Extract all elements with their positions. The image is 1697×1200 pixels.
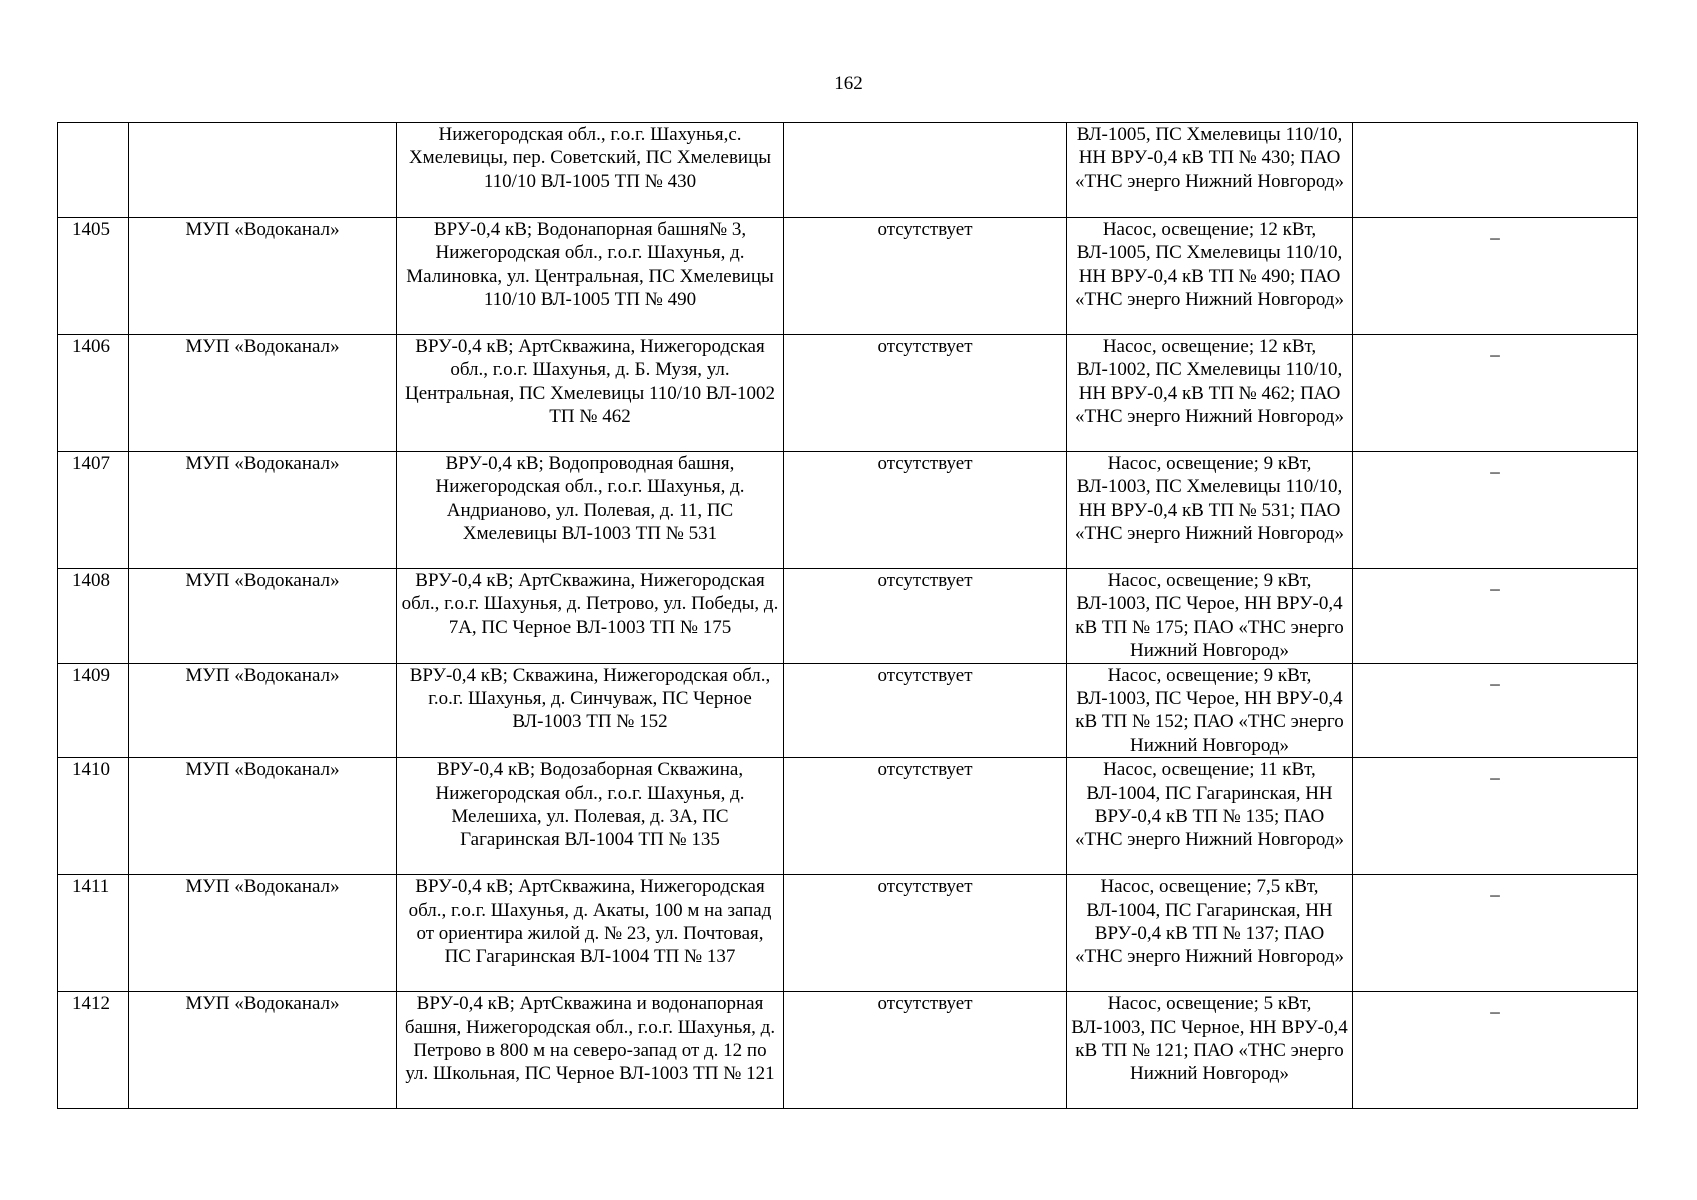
status-cell xyxy=(784,123,1067,218)
status-cell: отсутствует xyxy=(784,569,1067,664)
load-cell: Насос, освещение; 11 кВт, ВЛ-1004, ПС Гагаринская, НН ВРУ-0,4 кВ ТП № 135; ПАО «ТНС энерго Нижний Новгород» xyxy=(1067,758,1353,875)
dash-mark: _ xyxy=(1490,572,1500,593)
row-number-cell: 1406 xyxy=(58,335,129,452)
table-row xyxy=(58,663,1638,758)
table-row xyxy=(58,992,1638,1109)
address-cell: ВРУ-0,4 кВ; АртСкважина, Нижегородская обл., г.о.г. Шахунья, д. Б. Музя, ул. Центральная, ПС Хмелевицы 110/10 ВЛ-1002 ТП № 462 xyxy=(397,335,784,452)
organization-cell: МУП «Водоканал» xyxy=(129,335,397,452)
organization-cell: МУП «Водоканал» xyxy=(129,452,397,569)
load-cell: Насос, освещение; 9 кВт, ВЛ-1003, ПС Хмелевицы 110/10, НН ВРУ-0,4 кВ ТП № 531; ПАО «ТНС энерго Нижний Новгород» xyxy=(1067,452,1353,569)
status-cell: отсутствует xyxy=(784,992,1067,1109)
row-number-cell: 1412 xyxy=(58,992,129,1109)
note-cell xyxy=(1353,875,1638,992)
address-cell: ВРУ-0,4 кВ; АртСкважина и водонапорная башня, Нижегородская обл., г.о.г. Шахунья, д. Петрово в 800 м на северо-запад от д. 12 по ул. Школьная, ПС Черное ВЛ-1003 ТП № 121 xyxy=(397,992,784,1109)
address-cell: ВРУ-0,4 кВ; АртСкважина, Нижегородская обл., г.о.г. Шахунья, д. Петрово, ул. Победы, д. 7А, ПС Черное ВЛ-1003 ТП № 175 xyxy=(397,569,784,664)
dash-mark: _ xyxy=(1490,338,1500,359)
table-row xyxy=(58,452,1638,569)
organization-cell: МУП «Водоканал» xyxy=(129,758,397,875)
status-cell: отсутствует xyxy=(784,663,1067,758)
dash-mark: _ xyxy=(1490,455,1500,476)
organization-cell: МУП «Водоканал» xyxy=(129,992,397,1109)
load-cell: Насос, освещение; 12 кВт, ВЛ-1005, ПС Хмелевицы 110/10, НН ВРУ-0,4 кВ ТП № 490; ПАО «ТНС энерго Нижний Новгород» xyxy=(1067,218,1353,335)
note-cell xyxy=(1353,569,1638,664)
row-number-cell: 1409 xyxy=(58,663,129,758)
row-number-cell: 1411 xyxy=(58,875,129,992)
note-cell xyxy=(1353,758,1638,875)
organization-cell: МУП «Водоканал» xyxy=(129,875,397,992)
note-cell xyxy=(1353,335,1638,452)
table-row xyxy=(58,335,1638,452)
dash-mark: _ xyxy=(1490,761,1500,783)
note-cell xyxy=(1353,992,1638,1109)
row-number-cell xyxy=(58,123,129,218)
row-number-cell: 1408 xyxy=(58,569,129,664)
note-cell xyxy=(1353,218,1638,335)
status-cell: отсутствует xyxy=(784,452,1067,569)
organization-cell xyxy=(129,123,397,218)
organization-cell: МУП «Водоканал» xyxy=(129,218,397,335)
status-cell: отсутствует xyxy=(784,758,1067,875)
note-cell xyxy=(1353,452,1638,569)
dash-mark: _ xyxy=(1490,995,1500,1017)
organization-cell: МУП «Водоканал» xyxy=(129,569,397,664)
row-number-cell: 1410 xyxy=(58,758,129,875)
load-cell: Насос, освещение; 9 кВт, ВЛ-1003, ПС Черое, НН ВРУ-0,4 кВ ТП № 175; ПАО «ТНС энерго Нижний Новгород» xyxy=(1067,569,1353,664)
dash-mark: _ xyxy=(1490,878,1500,900)
address-cell: ВРУ-0,4 кВ; Водопроводная башня, Нижегородская обл., г.о.г. Шахунья, д. Андрианово, ул. Полевая, д. 11, ПС Хмелевицы ВЛ-1003 ТП № 531 xyxy=(397,452,784,569)
load-cell: Насос, освещение; 7,5 кВт, ВЛ-1004, ПС Гагаринская, НН ВРУ-0,4 кВ ТП № 137; ПАО «ТНС энерго Нижний Новгород» xyxy=(1067,875,1353,992)
status-cell: отсутствует xyxy=(784,335,1067,452)
load-cell: ВЛ-1005, ПС Хмелевицы 110/10, НН ВРУ-0,4 кВ ТП № 430; ПАО «ТНС энерго Нижний Новгород» xyxy=(1067,123,1353,218)
status-cell: отсутствует xyxy=(784,218,1067,335)
address-cell: ВРУ-0,4 кВ; Водозаборная Скважина, Нижегородская обл., г.о.г. Шахунья, д. Мелешиха, ул. Полевая, д. 3А, ПС Гагаринская ВЛ-1004 ТП № 135 xyxy=(397,758,784,875)
table-row xyxy=(58,123,1638,218)
row-number-cell: 1405 xyxy=(58,218,129,335)
table-row xyxy=(58,758,1638,875)
table-row xyxy=(58,875,1638,992)
note-cell xyxy=(1353,663,1638,758)
dash-mark: _ xyxy=(1490,666,1500,688)
load-cell: Насос, освещение; 9 кВт, ВЛ-1003, ПС Черое, НН ВРУ-0,4 кВ ТП № 152; ПАО «ТНС энерго Нижний Новгород» xyxy=(1067,663,1353,758)
table-row xyxy=(58,569,1638,664)
status-cell: отсутствует xyxy=(784,875,1067,992)
row-number-cell: 1407 xyxy=(58,452,129,569)
address-cell: ВРУ-0,4 кВ; Водонапорная башня№ 3, Нижегородская обл., г.о.г. Шахунья, д. Малиновка, ул. Центральная, ПС Хмелевицы 110/10 ВЛ-1005 ТП № 490 xyxy=(397,218,784,335)
page-number: 162 xyxy=(834,73,863,94)
table-row xyxy=(58,218,1638,335)
address-cell: ВРУ-0,4 кВ; Скважина, Нижегородская обл., г.о.г. Шахунья, д. Синчуваж, ПС Черное ВЛ-1003 ТП № 152 xyxy=(397,663,784,758)
organization-cell: МУП «Водоканал» xyxy=(129,663,397,758)
dash-mark: _ xyxy=(1490,221,1500,242)
address-cell: Нижегородская обл., г.о.г. Шахунья,с. Хмелевицы, пер. Советский, ПС Хмелевицы 110/10 ВЛ-1005 ТП № 430 xyxy=(397,123,784,218)
load-cell: Насос, освещение; 5 кВт, ВЛ-1003, ПС Черное, НН ВРУ-0,4 кВ ТП № 121; ПАО «ТНС энерго Нижний Новгород» xyxy=(1067,992,1353,1109)
note-cell xyxy=(1353,123,1638,218)
facilities-table xyxy=(57,122,1638,1109)
address-cell: ВРУ-0,4 кВ; АртСкважина, Нижегородская обл., г.о.г. Шахунья, д. Акаты, 100 м на запад от ориентира жилой д. № 23, ул. Почтовая, ПС Гагаринская ВЛ-1004 ТП № 137 xyxy=(397,875,784,992)
load-cell: Насос, освещение; 12 кВт, ВЛ-1002, ПС Хмелевицы 110/10, НН ВРУ-0,4 кВ ТП № 462; ПАО «ТНС энерго Нижний Новгород» xyxy=(1067,335,1353,452)
